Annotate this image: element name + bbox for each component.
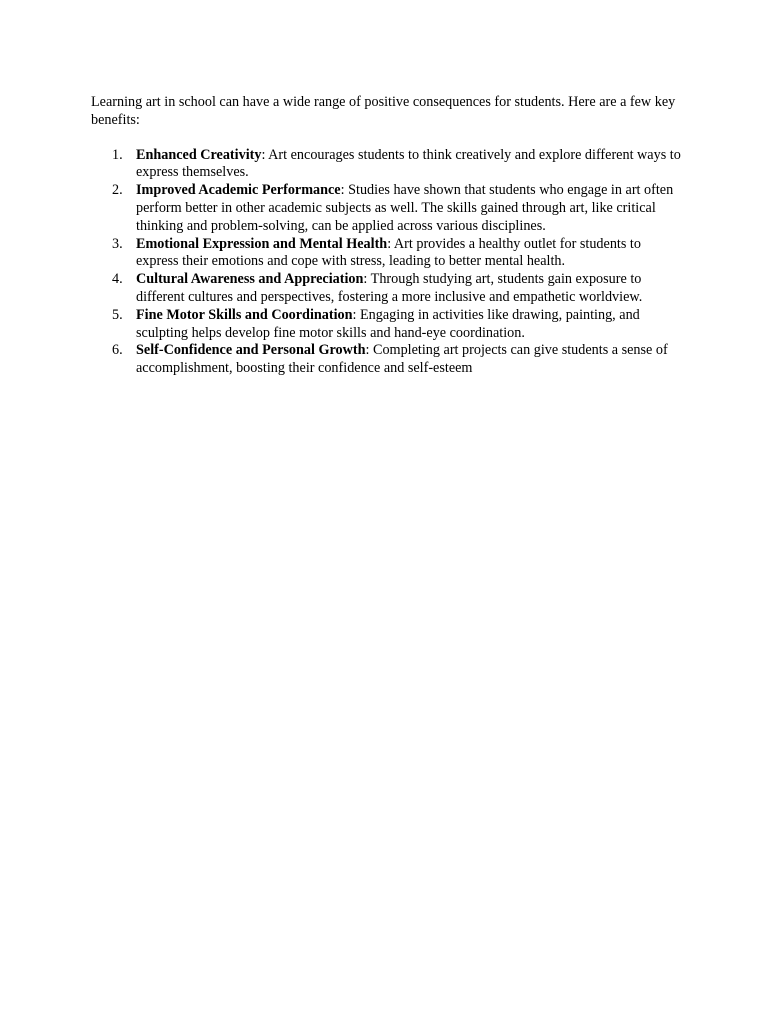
benefit-description: : Studies have shown that students who engage in art often perform better in other academic subjects as well. The skills gained through art, like critical thinking and problem-solving, can be applied across various disciplines.	[136, 182, 674, 234]
benefit-item-5	[91, 307, 681, 343]
benefit-title: Improved Academic Performance	[136, 182, 341, 199]
list-number: 3.	[112, 235, 123, 252]
benefit-description: : Completing art projects can give students a sense of accomplishment, boosting their confidence and self-esteem	[136, 342, 668, 377]
benefit-description: : Engaging in activities like drawing, painting, and sculpting helps develop fine motor skills and hand-eye coordination.	[136, 306, 640, 341]
list-number: 1.	[112, 146, 123, 163]
benefit-title: Emotional Expression and Mental Health	[136, 235, 388, 252]
benefit-item-4	[91, 271, 681, 307]
benefit-title: Fine Motor Skills and Coordination	[136, 306, 353, 323]
list-number: 4.	[112, 271, 123, 288]
benefit-title: Self-Confidence and Personal Growth	[136, 342, 366, 359]
benefit-item-3	[91, 236, 681, 272]
benefit-description: : Art encourages students to think creatively and explore different ways to express themselves.	[136, 146, 681, 181]
list-number: 2.	[112, 182, 123, 199]
benefit-title: Enhanced Creativity	[136, 146, 262, 163]
benefit-title: Cultural Awareness and Appreciation	[136, 271, 364, 288]
benefit-item-2	[91, 182, 681, 235]
benefits-list	[91, 147, 681, 378]
list-number: 5.	[112, 306, 123, 323]
benefit-description: : Art provides a healthy outlet for students to express their emotions and cope with stress, leading to better mental health.	[136, 235, 641, 270]
benefit-description: : Through studying art, students gain exposure to different cultures and perspectives, fostering a more inclusive and empathetic worldview.	[136, 271, 643, 305]
benefit-item-6	[91, 342, 681, 378]
benefit-item-1	[91, 147, 681, 183]
intro-paragraph: Learning art in school can have a wide range of positive consequences for students. Here are a few key benefits:	[91, 94, 676, 128]
document-body	[91, 94, 681, 378]
list-number: 6.	[112, 342, 123, 359]
